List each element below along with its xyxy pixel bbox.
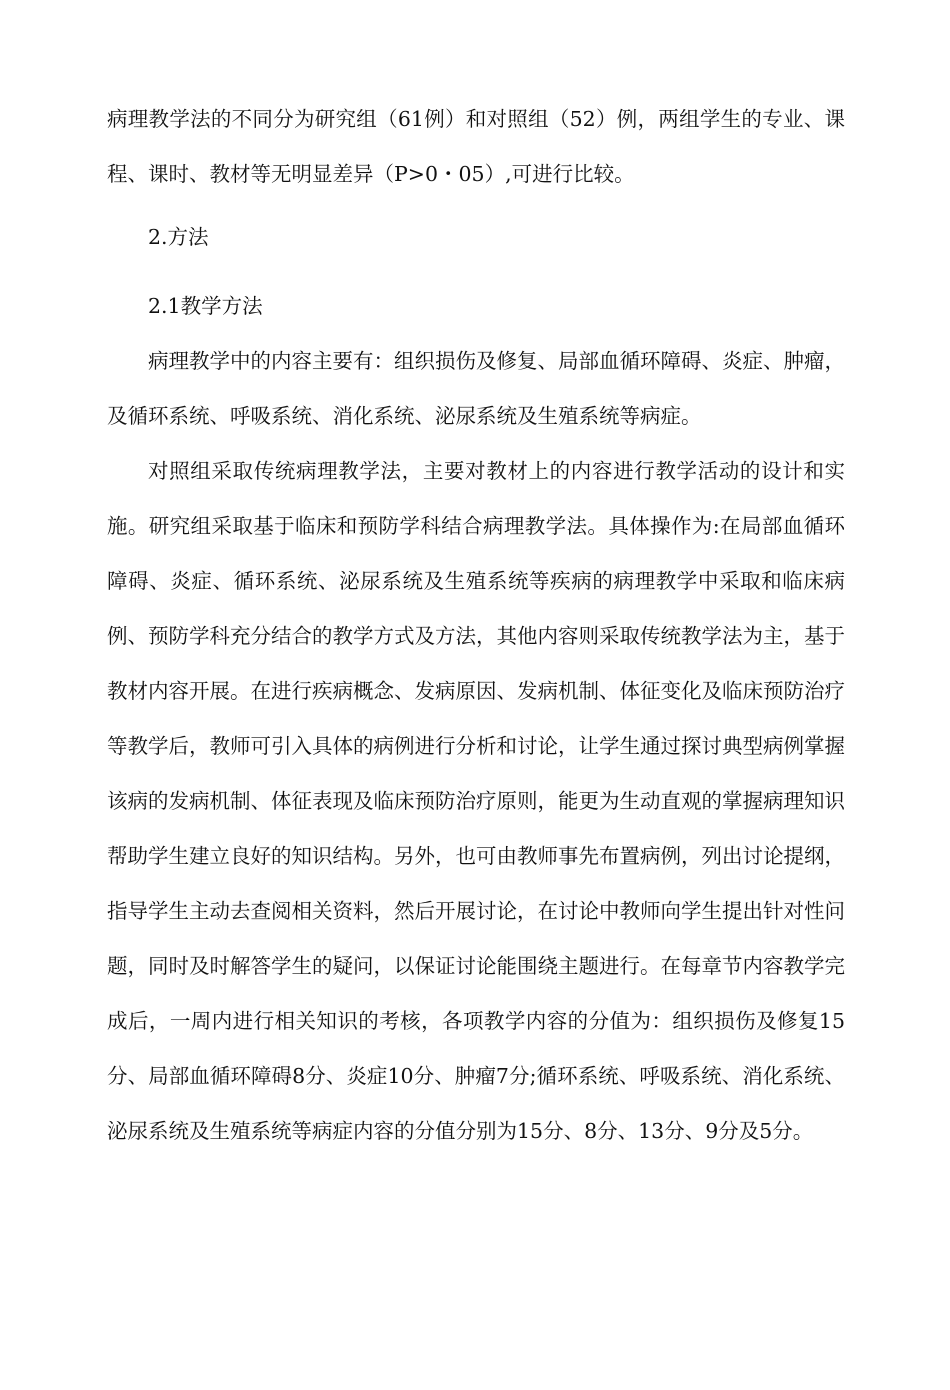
paragraph-groups: 对照组采取传统病理教学法，主要对教材上的内容进行教学活动的设计和实施。研究组采取基于临床和预防学科结合病理教学法。具体操作为:在局部血循环障碍、炎症、循环系统、泌尿系统及生殖系统等疾病的病理教学中采取和临床病例、预防学科充分结合的教学方式及方法，其他内容则采取传统教学法为主，基于教材内容开展。在进行疾病概念、发病原因、发病机制、体征变化及临床预防治疗等教学后，教师可引入具体的病例进行分析和讨论，让学生通过探讨典型病例掌握该病的发病机制、体征表现及临床预防治疗原则，能更为生动直观的掌握病理知识帮助学生建立良好的知识结构。另外，也可由教师事先布置病例，列出讨论提纲，指导学生主动去查阅相关资料，然后开展讨论，在讨论中教师向学生提出针对性问题，同时及时解答学生的疑问，以保证讨论能围绕主题进行。在每章节内容教学完成后，一周内进行相关知识的考核，各项教学内容的分值为：组织损伤及修复15分、局部血循环障碍8分、炎症10分、肿瘤7分;循环系统、呼吸系统、消化系统、泌尿系统及生殖系统等病症内容的分值分别为15分、8分、13分、9分及5分。 (107, 459, 845, 1143)
heading-method: 2.方法 (148, 225, 209, 249)
document-body (107, 92, 845, 1159)
paragraph-content: 病理教学中的内容主要有：组织损伤及修复、局部血循环障碍、炎症、肿瘤，及循环系统、呼吸系统、消化系统、泌尿系统及生殖系统等病症。 (107, 349, 845, 428)
paragraph-intro: 病理教学法的不同分为研究组（61例）和对照组（52）例，两组学生的专业、课程、课时、教材等无明显差异（P>0・05）,可进行比较。 (107, 107, 845, 186)
heading-teaching-method: 2.1教学方法 (148, 294, 263, 318)
